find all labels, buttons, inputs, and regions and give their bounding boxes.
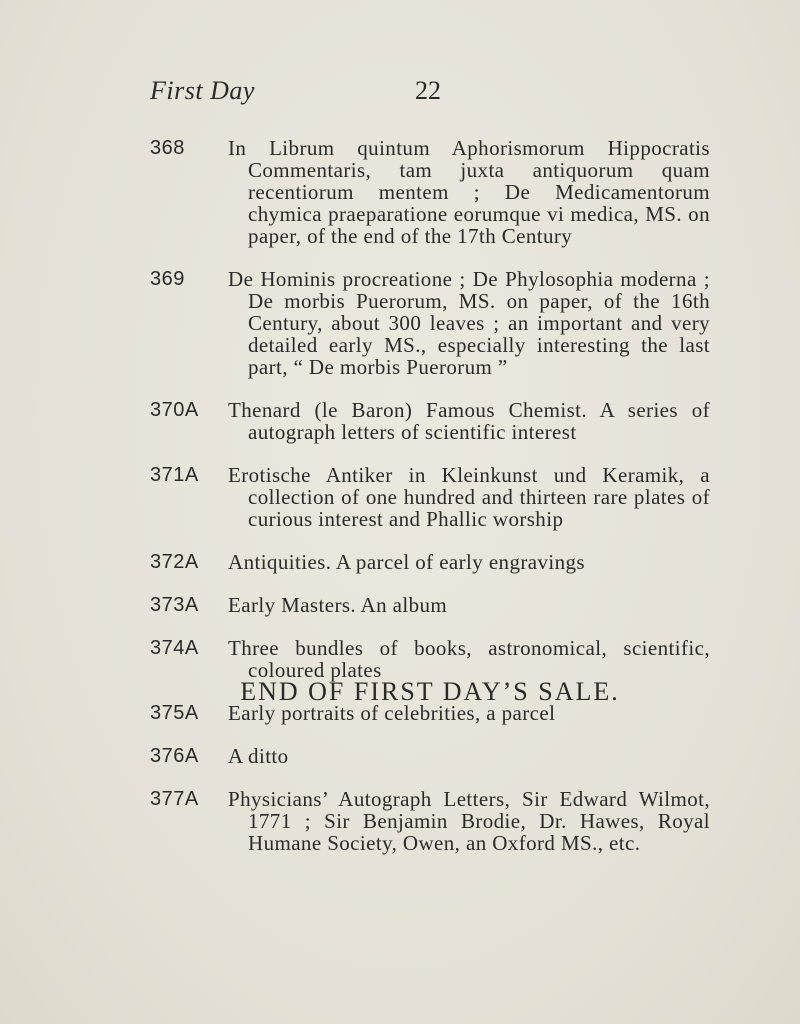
lot-number: 373A: [150, 594, 199, 616]
lot-entry-373a: [150, 594, 710, 616]
lot-number: 371A: [150, 464, 199, 486]
lot-number: 369: [150, 268, 185, 290]
lot-description: In Librum quintum Aphorismorum Hippocratis Commentaris, tam juxta antiquorum quam recentiorum mentem ; De Medicamentorum chymica praeparatione eorumque vi medica, MS. on paper, of the end of the 17th Century: [228, 136, 710, 248]
lot-entry-369: [150, 268, 710, 378]
lot-number: 370A: [150, 399, 199, 421]
lot-number: 377A: [150, 788, 199, 810]
page-header: [150, 76, 710, 106]
lot-entry-374a: [150, 637, 710, 681]
lot-entry-376a: [150, 745, 710, 767]
lot-description: Early Masters. An album: [228, 593, 448, 617]
page-number: 22: [415, 76, 441, 105]
lot-number: 372A: [150, 551, 199, 573]
lot-entry-370a: [150, 399, 710, 443]
lot-list: [150, 116, 710, 875]
lot-description: Three bundles of books, astronomical, scientific, coloured plates: [228, 636, 710, 682]
lot-entry-377a: [150, 788, 710, 854]
lot-number: 375A: [150, 702, 199, 724]
lot-entry-368: [150, 137, 710, 247]
lot-description: Erotische Antiker in Kleinkunst und Keramik, a collection of one hundred and thirteen rare plates of curious interest and Phallic worship: [228, 463, 710, 531]
lot-number: 376A: [150, 745, 199, 767]
end-of-sale-note: END OF FIRST DAY’S SALE.: [240, 677, 620, 706]
running-title: First Day: [150, 76, 255, 105]
lot-number: 374A: [150, 637, 199, 659]
lot-number: 368: [150, 137, 185, 159]
lot-description: Early portraits of celebrities, a parcel: [228, 701, 556, 725]
lot-entry-371a: [150, 464, 710, 530]
lot-description: Antiquities. A parcel of early engravings: [228, 550, 585, 574]
lot-description: De Hominis procreatione ; De Phylosophia moderna ; De morbis Puerorum, MS. on paper, of the 16th Century, about 300 leaves ; an important and very detailed early MS., especially interesting the last part, “ De morbis Puerorum ”: [228, 267, 710, 379]
lot-entry-372a: [150, 551, 710, 573]
lot-description: A ditto: [228, 744, 289, 768]
lot-description: Thenard (le Baron) Famous Chemist. A series of autograph letters of scientific interest: [228, 398, 710, 444]
lot-description: Physicians’ Autograph Letters, Sir Edward Wilmot, 1771 ; Sir Benjamin Brodie, Dr. Hawes, Royal Humane Society, Owen, an Oxford MS., etc.: [228, 787, 710, 855]
